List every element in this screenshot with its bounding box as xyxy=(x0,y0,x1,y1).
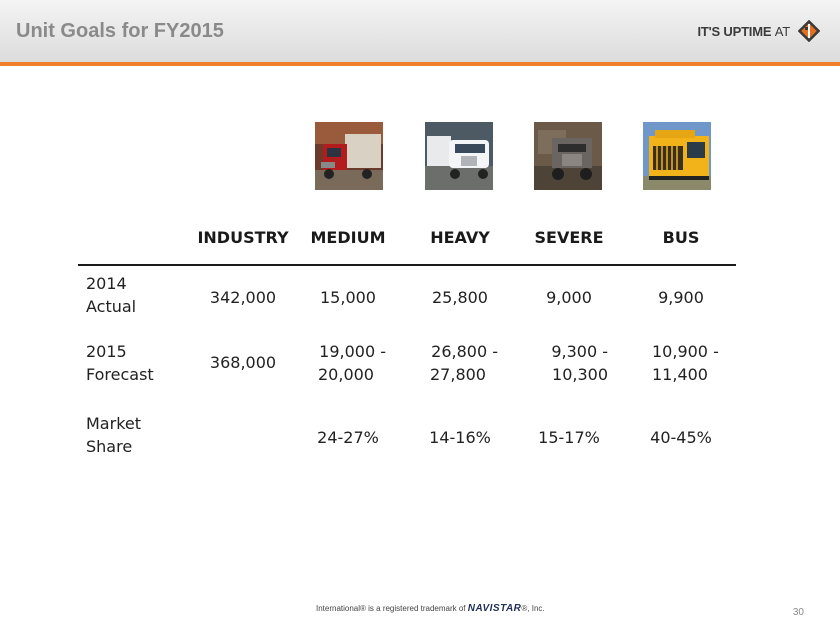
column-header-bus: BUS xyxy=(662,228,700,247)
range-start: 9,300 - xyxy=(551,342,608,361)
row-label-line: Share xyxy=(86,437,133,456)
row-label-2015-forecast xyxy=(86,340,186,386)
range-start: 10,900 - xyxy=(652,342,719,361)
uptime-logo-text xyxy=(697,24,790,39)
international-diamond-logo-icon xyxy=(798,20,820,42)
cell-2015-bus xyxy=(652,340,732,386)
row-label-2014-actual xyxy=(86,272,186,318)
row-label-line: 2015 xyxy=(86,342,127,361)
range-end: 11,400 xyxy=(652,365,708,384)
trademark-text: International® is a registered trademark of xyxy=(316,604,466,613)
range-start: 26,800 - xyxy=(431,342,498,361)
cell-2014-bus: 9,900 xyxy=(658,288,704,307)
cell-share-heavy: 14-16% xyxy=(429,428,491,447)
column-header-severe: SEVERE xyxy=(534,228,604,247)
trademark-footer xyxy=(316,603,545,614)
page-number: 30 xyxy=(792,607,804,618)
range-end: 20,000 xyxy=(318,365,374,384)
row-label-market-share xyxy=(86,412,186,458)
cell-2015-heavy xyxy=(430,340,498,386)
cell-2014-medium: 15,000 xyxy=(320,288,376,307)
cell-2014-severe: 9,000 xyxy=(546,288,592,307)
column-header-heavy: HEAVY xyxy=(430,228,490,247)
table-header-rule xyxy=(78,264,736,266)
header-bar xyxy=(0,0,840,62)
school-bus-photo xyxy=(643,122,711,190)
row-label-line: Actual xyxy=(86,297,137,316)
cell-share-severe: 15-17% xyxy=(538,428,600,447)
cell-share-bus: 40-45% xyxy=(650,428,712,447)
medium-truck-photo xyxy=(315,122,383,190)
cell-2014-industry: 342,000 xyxy=(209,288,277,307)
severe-truck-photo xyxy=(534,122,602,190)
range-start: 19,000 - xyxy=(319,342,386,361)
navistar-logo-text: NAVISTAR xyxy=(467,603,522,614)
cell-share-medium: 24-27% xyxy=(317,428,379,447)
row-label-line: 2014 xyxy=(86,274,127,293)
trademark-suffix: ®, Inc. xyxy=(521,604,545,613)
row-label-line: Forecast xyxy=(86,365,154,384)
heavy-truck-photo xyxy=(425,122,493,190)
logo-text-at: AT xyxy=(774,24,790,39)
row-label-line: Market xyxy=(86,414,141,433)
page-title: Unit Goals for FY2015 xyxy=(16,20,224,42)
accent-divider xyxy=(0,62,840,66)
cell-2015-severe xyxy=(540,340,608,386)
range-end: 27,800 xyxy=(430,365,486,384)
range-end: 10,300 xyxy=(552,365,608,384)
cell-2015-industry: 368,000 xyxy=(209,353,277,372)
column-header-industry: INDUSTRY xyxy=(197,228,289,247)
column-header-medium: MEDIUM xyxy=(310,228,386,247)
logo-text-main: IT'S UPTIME xyxy=(697,24,772,39)
cell-2015-medium xyxy=(318,340,386,386)
cell-2014-heavy: 25,800 xyxy=(432,288,488,307)
